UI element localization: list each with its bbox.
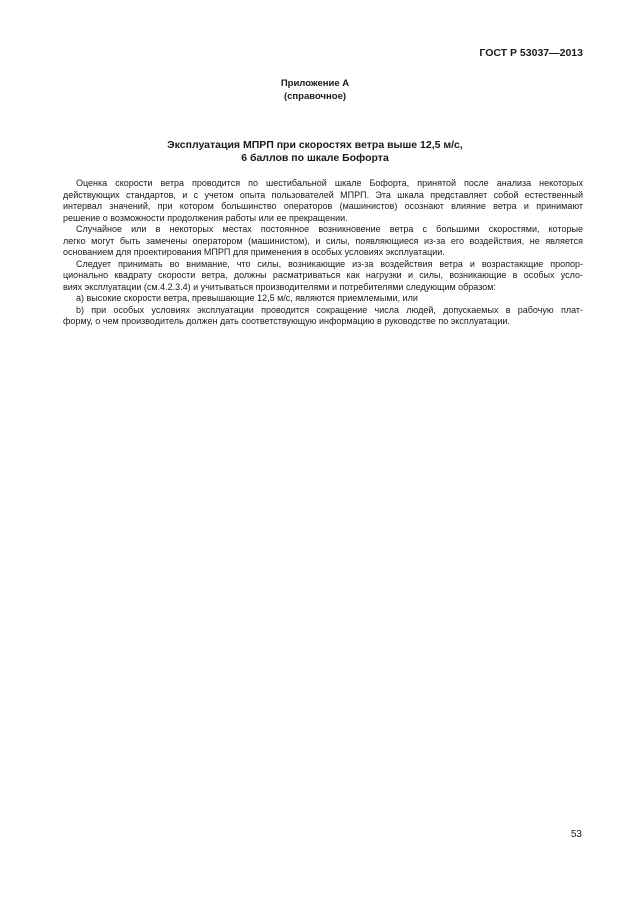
appendix-label: Приложение А	[280, 78, 350, 89]
text-line: легко могут быть замечены оператором (машинистом), и силы, появляющиеся из-за его воздействия, не является	[63, 235, 583, 246]
text-line: Следует принимать во внимание, что силы, возникающие из-за воздействия ветра и возрастающие пропор-	[76, 258, 583, 269]
text-line: основанием для проектирования МПРП для применения в особых условиях эксплуатации.	[63, 247, 445, 257]
text-line: Случайное или в некоторых местах постоянное возникновение ветра с большими скоростями, которые	[76, 224, 583, 234]
standard-number: ГОСТ Р 53037—2013	[479, 47, 583, 59]
text-line: действующих стандартов, и с учетом опыта пользователей МПРП. Эта шкала представляет собой естественный	[63, 189, 583, 200]
text-line: Оценка скорости ветра проводится по шестибальной шкале Бофорта, принятой после анализа некоторых	[76, 178, 583, 188]
appendix-heading	[0, 77, 630, 103]
text-line: форму, о чем производитель должен дать соответствующую информацию в руководстве по эксплуатации.	[63, 316, 510, 326]
section-title	[0, 139, 630, 165]
title-line-1: Эксплуатация МПРП при скоростях ветра выше 12,5 м/с,	[167, 139, 463, 151]
text-line: виях эксплуатации (см.4.2.3.4) и учитываться производителями и потребителями следующим образом:	[63, 281, 496, 292]
appendix-type: (справочное)	[283, 91, 347, 102]
list-item-b: b) при особых условиях эксплуатации проводится сокращение числа людей, допускаемых в рабочую плат-	[76, 304, 583, 315]
page-number: 53	[570, 829, 582, 840]
text-line: решение о возможности продолжения работы или ее прекращении.	[63, 212, 348, 223]
text-line: интервал значений, при котором большинство операторов (машинистов) осознают влияние ветра и принимают	[63, 201, 583, 211]
body-text	[63, 178, 583, 328]
title-line-2: 6 баллов по шкале Бофорта	[241, 152, 389, 164]
list-item-a: а) высокие скорости ветра, превышающие 12,5 м/с, являются приемлемыми, или	[76, 293, 418, 303]
text-line: ционально квадрату скорости ветра, должны расматриваться как нагрузки и силы, возникающие в особых усло-	[63, 270, 583, 280]
